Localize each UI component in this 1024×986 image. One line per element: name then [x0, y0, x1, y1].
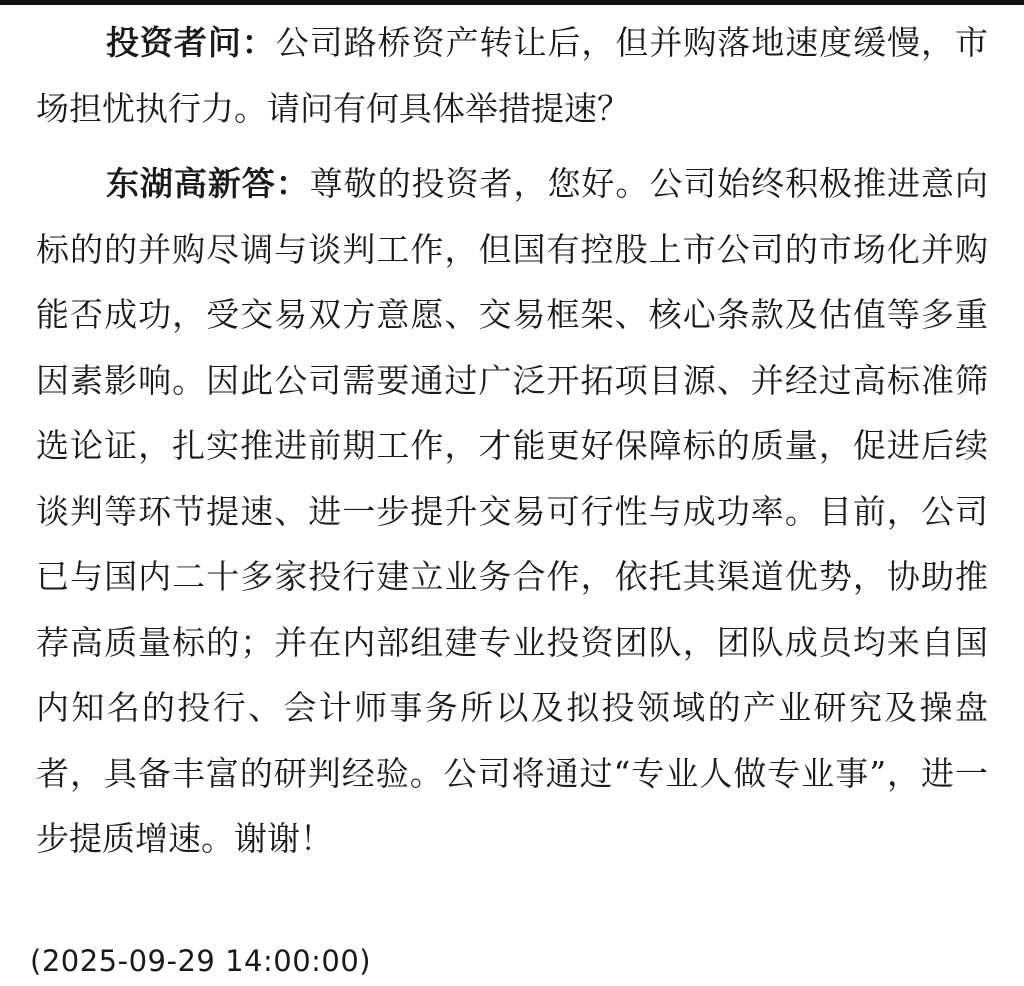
question-paragraph	[36, 10, 988, 141]
answer-text: 尊敬的投资者，您好。公司始终积极推进意向标的的并购尽调与谈判工作，但国有控股上市公司的市场化并购能否成功，受交易双方意愿、交易框架、核心条款及估值等多重因素影响。因此公司需要通过广泛开拓项目源、并经过高标准筛选论证，扎实推进前期工作，才能更好保障标的质量，促进后续谈判等环节提速、进一步提升交易可行性与成功率。目前，公司已与国内二十多家投行建立业务合作，依托其渠道优势，协助推荐高质量标的；并在内部组建专业投资团队，团队成员均来自国内知名的投行、会计师事务所以及拟投领域的产业研究及操盘者，具备丰富的研判经验。公司将通过“专业人做专业事”，进一步提质增速。谢谢！	[36, 164, 989, 858]
question-text: 公司路桥资产转让后，但并购落地速度缓慢，市场担忧执行力。请问有何具体举措提速？	[36, 23, 989, 128]
answer-speaker: 东湖高新答：	[105, 164, 310, 203]
question-speaker: 投资者问：	[105, 23, 276, 62]
answer-paragraph	[36, 151, 988, 872]
timestamp: (2025-09-29 14:00:00)	[30, 944, 372, 978]
